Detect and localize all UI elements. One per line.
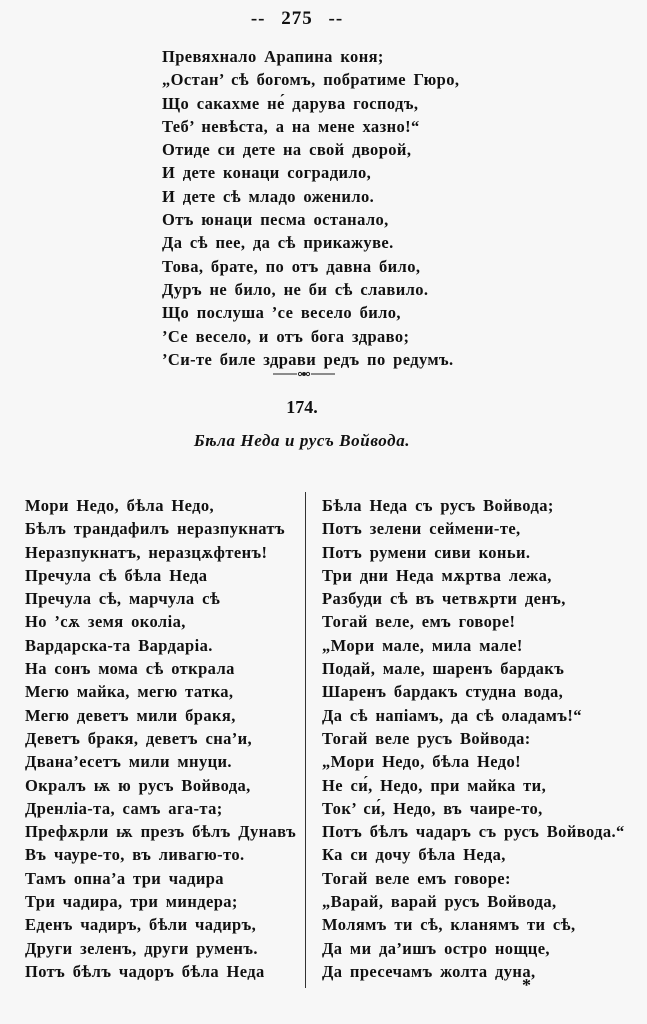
verse-line: Потъ бѣлъ чадоръ бѣла Неда <box>25 961 265 981</box>
verse-line: Мегю деветъ мили бракя, <box>25 705 236 725</box>
verse-line: Но ’сѫ земя околіа, <box>25 612 186 632</box>
verse-line: Дуръ не било, не би сѣ славило. <box>162 279 429 299</box>
verse-line: Това, брате, по отъ давна било, <box>162 256 421 276</box>
verse-line: Еденъ чадиръ, бѣли чадиръ, <box>25 915 257 935</box>
verse-line: Подай, мале, шаренъ бардакъ <box>322 659 565 679</box>
verse-line: „Варай, варай русъ Войвода, <box>322 892 557 912</box>
verse-line: Мори Недо, бѣла Недо, <box>25 496 215 515</box>
verse-line: Да пресечамъ жолта дуна, <box>322 961 536 981</box>
verse-line: Да сѣ пее, да сѣ прикажуве. <box>162 233 394 253</box>
verse-line: ’Се весело, и отъ бога здраво; <box>162 326 410 346</box>
verse-line: Префѫрли ѭ презъ бѣлъ Дунавъ <box>25 822 297 842</box>
ornament-divider <box>273 371 335 377</box>
verse-line: Мегю майка, мегю татка, <box>25 682 234 702</box>
verse-line: Ток’ си́, Недо, въ чаире-то, <box>322 798 543 818</box>
verse-line: Превяхнало Арапина коня; <box>162 47 384 66</box>
verse-line: И дете сѣ младо оженило. <box>162 186 375 206</box>
song-number: 174. <box>286 397 318 417</box>
verse-line: Вардарска-та Вардаріа. <box>25 635 213 655</box>
right-column <box>322 494 625 983</box>
verse-line: Потъ румени сиви коньи. <box>322 542 531 562</box>
verse-line: Три чадира, три миндера; <box>25 892 238 912</box>
verse-line: Бѣла Неда съ русъ Войвода; <box>322 496 554 515</box>
verse-line: Въ чауре-то, въ ливагю-то. <box>25 845 245 865</box>
verse-line: Що сакахме не́ дарува господъ, <box>162 93 419 113</box>
left-column <box>25 494 296 983</box>
verse-line: Що послуша ’се весело било, <box>162 303 401 323</box>
verse-line: Тогай веле русъ Войвода: <box>322 728 531 748</box>
verse-line: „Мори Недо, бѣла Недо! <box>322 752 522 772</box>
verse-line: Бѣлъ трандафилъ неразпукнатъ <box>25 519 285 539</box>
verse-line: Двана’есетъ мили мнуци. <box>25 752 232 772</box>
verse-line: Да ми да’ишъ остро нощце, <box>322 938 550 958</box>
song-title: Бѣла Неда и русъ Войвода. <box>193 431 411 450</box>
verse-line: Отиде си дете на свой дворой, <box>162 140 412 160</box>
verse-line: Окралъ ѭ ю русъ Войвода, <box>25 775 251 795</box>
verse-line: Отъ юнаци песма останало, <box>162 210 389 230</box>
top-poem <box>162 45 459 371</box>
verse-line: Тамъ опна’а три чадира <box>25 868 224 888</box>
verse-line: Шаренъ бардакъ студна вода, <box>322 682 564 702</box>
verse-line: Теб’ невѣста, а на мене хазно!“ <box>162 116 420 136</box>
column-divider <box>305 492 306 988</box>
verse-line: „Остан’ сѣ богомъ, побратиме Гюро, <box>162 70 460 90</box>
verse-line: Молямъ ти сѣ, кланямъ ти сѣ, <box>322 915 576 935</box>
verse-line: Дренліа-та, самъ ага-та; <box>25 798 223 818</box>
verse-line: Тогай веле емъ говоре: <box>322 868 511 888</box>
verse-line: Тогай веле, емъ говоре! <box>322 612 516 632</box>
page-number: -- 275 -- <box>250 8 344 29</box>
verse-line: ’Си-те биле здрави редъ по редумъ. <box>162 349 454 369</box>
verse-line: „Мори мале, мила мале! <box>322 635 523 655</box>
verse-line: Пречула сѣ, марчула сѣ <box>25 589 221 609</box>
verse-line: Три дни Неда мѫртва лежа, <box>322 565 552 585</box>
verse-line: Неразпукнатъ, неразцѫфтенъ! <box>25 542 268 562</box>
verse-line: Да сѣ напіамъ, да сѣ оладамъ!“ <box>322 705 582 725</box>
verse-line: Ка си дочу бѣла Неда, <box>322 845 506 865</box>
verse-line: На сонъ мома сѣ открала <box>25 659 235 679</box>
verse-line: Не си́, Недо, при майка ти, <box>322 775 547 795</box>
verse-line: Деветъ бракя, деветъ сна’и, <box>25 728 253 748</box>
verse-line: Пречула сѣ бѣла Неда <box>25 565 208 585</box>
verse-line: Потъ бѣлъ чадаръ съ русъ Войвода.“ <box>322 822 625 842</box>
verse-line: И дете конаци соградило, <box>162 163 372 183</box>
verse-line: Други зеленъ, други руменъ. <box>25 938 258 958</box>
verse-line: Потъ зелени сеймени-те, <box>322 519 521 539</box>
verse-line: Разбуди сѣ въ четвѫрти денъ, <box>322 589 566 609</box>
signature-mark: * <box>522 975 531 995</box>
